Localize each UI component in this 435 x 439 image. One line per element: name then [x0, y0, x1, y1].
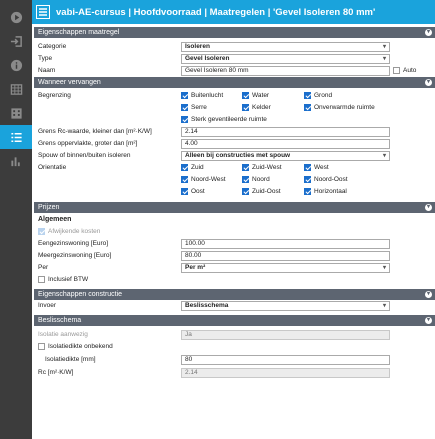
orientatie-horizontaal-checkbox[interactable]	[304, 188, 347, 195]
eengezins-input[interactable]: 100.00	[181, 239, 390, 249]
spouw-select[interactable]	[181, 151, 390, 161]
play-icon	[10, 11, 23, 24]
section-title: Eigenschappen constructie	[38, 291, 123, 298]
begrenzing-buitenlucht-checkbox[interactable]	[181, 92, 223, 99]
begrenzing-onverwarmde-ruimte-checkbox[interactable]	[304, 104, 375, 111]
isolatiedikte-onbekend-checkbox[interactable]	[38, 343, 113, 350]
page-title: vabi-AE-cursus | Hoofdvoorraad | Maatregelen | 'Gevel Isoleren 80 mm'	[56, 6, 376, 18]
meergezins-input[interactable]: 80.00	[181, 251, 390, 261]
section-title: Wanneer vervangen	[38, 79, 101, 86]
vabi-logo-icon	[36, 5, 50, 19]
section-header-eigenschappen-constructie[interactable]	[34, 289, 435, 300]
chevron-down-icon: ▾	[382, 56, 386, 62]
checkbox-label: Afwijkende kosten	[48, 228, 101, 235]
grens-rc-input[interactable]: 2.14	[181, 127, 390, 137]
checkbox-label: Zuid-West	[252, 164, 282, 171]
grens-opp-label: Grens oppervlakte, groter dan [m²]	[38, 140, 138, 147]
orientatie-zuid-checkbox[interactable]	[181, 164, 204, 171]
section-header-beslisschema[interactable]	[34, 315, 435, 326]
checkbox-label: Zuid	[191, 164, 204, 171]
auto-label: Auto	[403, 67, 417, 74]
spouw-value: Alleen bij constructies met spouw	[185, 152, 291, 159]
checkbox-label: Horizontaal	[314, 188, 347, 195]
invoer-value: Beslisschema	[185, 302, 229, 309]
isolatiedikte-label: Isolatiedikte [mm]	[45, 356, 96, 363]
isolatiedikte-input[interactable]: 80	[181, 355, 390, 365]
type-label: Type	[38, 55, 53, 62]
checkbox-box[interactable]	[304, 104, 311, 111]
chevron-down-icon: ▾	[382, 44, 386, 50]
checkbox-label: Sterk geventileerde ruimte	[191, 116, 267, 123]
chevron-down-icon: ▾	[382, 265, 386, 271]
inclusief-btw-checkbox[interactable]	[38, 276, 88, 283]
checkbox-label: Isolatiedikte onbekend	[48, 343, 113, 350]
rail-item-play[interactable]	[0, 5, 32, 29]
orientatie-zuid-oost-checkbox[interactable]	[242, 188, 281, 195]
per-label: Per	[38, 264, 49, 271]
chevron-down-icon: ▾	[382, 303, 386, 309]
checkbox-label: Water	[252, 92, 270, 99]
begrenzing-sterk-geventileerde-ruimte-checkbox[interactable]	[181, 116, 267, 123]
grens-rc-label: Grens Rc-waarde, kleiner dan [m²·K/W]	[38, 128, 152, 135]
begrenzing-label: Begrenzing	[38, 92, 71, 99]
checkbox-box[interactable]	[242, 164, 249, 171]
section-title: Prijzen	[38, 204, 60, 211]
checkbox-label: Zuid-Oost	[252, 188, 281, 195]
checkbox-box[interactable]	[181, 176, 188, 183]
checkbox-label: Noord	[252, 176, 270, 183]
orientatie-west-checkbox[interactable]	[304, 164, 329, 171]
checkbox-label: Noord-Oost	[314, 176, 348, 183]
collapse-icon[interactable]: ▾	[426, 291, 430, 297]
rail-item-results[interactable]	[0, 149, 32, 173]
grens-opp-input[interactable]: 4.00	[181, 139, 390, 149]
checkbox-label: Noord-West	[191, 176, 226, 183]
begrenzing-water-checkbox[interactable]	[242, 92, 269, 99]
checkbox-box[interactable]	[304, 176, 311, 183]
begrenzing-serre-checkbox[interactable]	[181, 104, 207, 111]
checkbox-box[interactable]	[181, 104, 188, 111]
orientatie-noord-west-checkbox[interactable]	[181, 176, 226, 183]
meergezins-label: Meergezinswoning [Euro]	[38, 252, 112, 259]
collapse-icon[interactable]: ▾	[426, 29, 430, 35]
checkbox-label: West	[314, 164, 329, 171]
invoer-label: Invoer	[38, 302, 57, 309]
per-select[interactable]	[181, 263, 390, 273]
checkbox-label: Onverwarmde ruimte	[314, 104, 375, 111]
checkbox-box[interactable]	[242, 104, 249, 111]
categorie-value: Isoleren	[185, 43, 210, 50]
rc-label: Rc [m²·K/W]	[38, 369, 74, 376]
orientatie-label: Orientatie	[38, 164, 67, 171]
chevron-down-icon: ▾	[382, 153, 386, 159]
checkbox-box[interactable]	[304, 92, 311, 99]
categorie-label: Categorie	[38, 43, 67, 50]
rail-item-building[interactable]	[0, 101, 32, 125]
checkbox-box[interactable]	[181, 116, 188, 123]
title-bar	[32, 0, 435, 24]
collapse-icon[interactable]: ▾	[426, 317, 430, 323]
checkbox-box[interactable]	[242, 188, 249, 195]
rail-item-info[interactable]	[0, 53, 32, 77]
invoer-select[interactable]	[181, 301, 390, 311]
section-title: Eigenschappen maatregel	[38, 29, 120, 36]
list-icon	[10, 131, 23, 144]
form-content	[34, 27, 435, 379]
algemeen-heading: Algemeen	[38, 216, 72, 223]
isolatie-aanwezig-select: Ja	[181, 330, 390, 340]
checkbox-label: Serre	[191, 104, 207, 111]
checkbox-box[interactable]	[181, 164, 188, 171]
section-header-prijzen[interactable]	[34, 202, 435, 213]
naam-label: Naam	[38, 67, 56, 74]
begrenzing-grond-checkbox[interactable]	[304, 92, 332, 99]
begrenzing-kelder-checkbox[interactable]	[242, 104, 271, 111]
checkbox-box[interactable]	[242, 92, 249, 99]
bar-chart-icon	[10, 155, 23, 168]
checkbox-box[interactable]	[181, 188, 188, 195]
rail-item-measures[interactable]	[0, 125, 32, 149]
checkbox-box[interactable]	[242, 176, 249, 183]
icon-rail	[0, 0, 32, 439]
checkbox-label: Inclusief BTW	[48, 276, 89, 283]
table-icon	[10, 83, 23, 96]
per-value: Per m²	[185, 264, 206, 271]
orientatie-oost-checkbox[interactable]	[181, 188, 205, 195]
type-select[interactable]	[181, 54, 390, 64]
checkbox-box[interactable]	[38, 228, 45, 235]
naam-input[interactable]: Gevel Isoleren 80 mm	[181, 66, 390, 76]
section-header-wanneer-vervangen[interactable]	[34, 77, 435, 88]
checkbox-box[interactable]	[38, 276, 45, 283]
isolatie-aanwezig-label: Isolatie aanwezig	[38, 331, 88, 338]
building-icon	[10, 107, 23, 120]
section-header-eigenschappen-maatregel[interactable]	[34, 27, 435, 38]
afwijkende-kosten-checkbox[interactable]	[38, 228, 100, 235]
rail-item-table[interactable]	[0, 77, 32, 101]
eengezins-label: Eengezinswoning [Euro]	[38, 240, 109, 247]
section-title: Beslisschema	[38, 317, 82, 324]
orientatie-noord-oost-checkbox[interactable]	[304, 176, 348, 183]
rc-value-field: 2.14	[181, 368, 390, 378]
checkbox-label: Kelder	[252, 104, 271, 111]
categorie-select[interactable]	[181, 42, 390, 52]
spouw-label: Spouw of binnen/buiten isoleren	[38, 152, 131, 159]
collapse-icon[interactable]: ▾	[426, 204, 430, 210]
checkbox-box[interactable]	[38, 343, 45, 350]
checkbox-box[interactable]	[181, 92, 188, 99]
rail-item-import[interactable]	[0, 29, 32, 53]
checkbox-box[interactable]	[304, 164, 311, 171]
orientatie-zuid-west-checkbox[interactable]	[242, 164, 282, 171]
checkbox-label: Grond	[314, 92, 333, 99]
type-value: Gevel Isoleren	[185, 55, 230, 62]
orientatie-noord-checkbox[interactable]	[242, 176, 270, 183]
auto-checkbox[interactable]	[393, 67, 416, 74]
checkbox-box[interactable]	[393, 67, 400, 74]
checkbox-label: Oost	[191, 188, 205, 195]
checkbox-box[interactable]	[304, 188, 311, 195]
sign-in-icon	[10, 35, 23, 48]
collapse-icon[interactable]: ▾	[426, 79, 430, 85]
info-icon	[10, 59, 23, 72]
checkbox-label: Buitenlucht	[191, 92, 224, 99]
